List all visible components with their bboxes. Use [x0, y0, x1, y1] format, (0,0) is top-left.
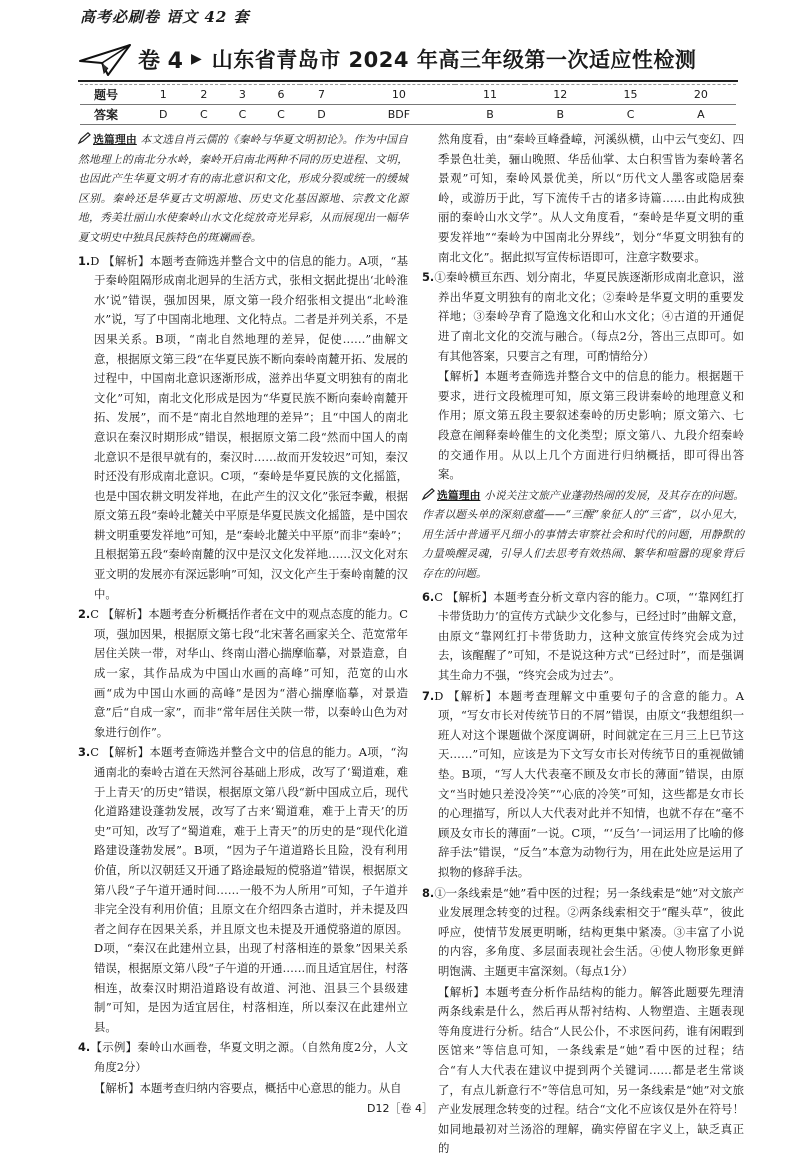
answer-cell: D — [300, 105, 343, 125]
answer-cell: C — [223, 105, 262, 125]
pen-icon — [422, 488, 435, 500]
answer-text: D 【解析】本题考查筛选并整合文中的信息的能力。A项，“基于秦岭阻隔形成南北迥异的生活方式，张相文据此提出‘北岭淮水’说”错误，强加因果，原文第一段介绍张相文提出“北岭淮水”说，写了中国南北地理、文化特点。二者是并列关系，不是因果关系。B项，“南北自然地理的差异，促使……”曲解文意，根据原文第三段“在华夏民族不断向秦岭南麓开拓、发展的过程中，中国南北意识逐渐形成，滋养出华夏文明独有的南北文化”可知，南北文化形成是因为“华夏民族不断向秦岭南麓开拓、发展”，而不是“南北自然地理的差异”；且“中国人的南北意识在秦汉时期形成”错误，根据原文第二段“然而中国人的南北意识不是很早就有的，秦汉时……故而开发较迟”可知，秦汉时还没有形成南北意识。C项，“秦岭是华夏民族的文化摇篮，也是中国农耕文明发祥地，在此产生的汉文化”张冠李戴，根据原文第五段“秦岭北麓关中平原是华夏民族文化摇篮，是中国农耕文明重要发祥地”可知，是“秦岭北麓关中平原”而非“秦岭”；且根据第五段“秦岭南麓的汉中是汉文化发祥地……汉文化对东亚文明的发展亦有深远影响”可知，汉文化产生于秦岭南麓的汉中。 — [90, 253, 408, 601]
answer-row — [80, 105, 736, 125]
answer-cell: C — [185, 105, 224, 125]
question-number: 11 — [455, 85, 525, 105]
selection-reason-label: 选篇理由 — [437, 488, 481, 502]
selection-reason-note — [78, 130, 408, 248]
answer-cell: B — [525, 105, 595, 125]
answer-cell: A — [666, 105, 736, 125]
answer-number: 4. — [78, 1040, 91, 1055]
answer-item — [78, 1038, 408, 1077]
answer-item — [422, 687, 744, 883]
answer-text: 【示例】秦岭山水画卷，华夏文明之源。（自然角度2分，人文角度2分） — [90, 1040, 408, 1074]
answer-number: 8. — [422, 885, 435, 900]
paper-number: 卷 4 — [138, 48, 183, 74]
answer-cell: C — [595, 105, 665, 125]
paper-plane-icon — [78, 41, 132, 77]
analysis-text: 【解析】本题考查归纳内容要点，概括中心意思的能力。从自 — [94, 1080, 402, 1095]
answer-table — [80, 84, 736, 125]
question-number: 10 — [343, 85, 455, 105]
answer-text: C 【解析】本题考查分析文章内容的能力。C项，“‘靠网红打卡带货助力’的宣传方式缺少文化参与，已经过时”曲解文意，由原文“靠网红打卡带货助力，这种文旅宣传终究会成为过去，该醒醒了”可知，不是说这种方式“已经过时”，而是强调其生命力不强，“终究会成为过去”。 — [434, 589, 744, 683]
answer-cell: D — [142, 105, 185, 125]
question-number: 20 — [666, 85, 736, 105]
paper-title-bar — [78, 40, 738, 78]
analysis-text: 【解析】本题考查分析作品结构的能力。解答此题要先理清两条线索是什么，然后再从帮衬结构、人物塑造、主题表现等角度进行分析。结合“人民公仆，不求医问药，谁有闲暇到医馆来”等信息可知，一条线索是“她”看中医的过程；结合“有人大代表在建议中提到两个关键词……都是老生常谈了，有点儿新意行不”等信息可知，另一条线索是“她”对文旅产业发展理念转变的过程。结合“文化不应该仅是外在符号！如同地最初对兰汤浴的理解，确实停留在字义上，缺乏真正的 — [438, 984, 744, 1156]
answer-number: 7. — [422, 688, 435, 703]
answer-text: D 【解析】本题考查理解文中重要句子的含意的能力。A项，“写女市长对传统节日的不屑”错误，由原文“我想组织一班人对这个课题做个深度调研，时间就定在三月三上巳节这天……”可知，应该是为下文写女市长对传统节日的重视做铺垫。B项，“写人大代表毫不顾及女市长的薄面”错误，由原文“当时她只差没冷笑”“心底的冷笑”可知，这些都是女市长的心理描写，所以人大代表对此并不知情，也就不存在“毫不顾及女市长的薄面”一说。C项，“‘反刍’一词运用了比喻的修辞手法”错误，“反刍”本意为动物行为，用在此处应是运用了拟物的修辞手法。 — [434, 688, 744, 879]
continued-text: 然角度看，由“秦岭亘峰叠嶂，河溪纵横，山中云气变幻、四季景色壮美，骊山晚照、华岳仙掌、太白积雪皆为秦岭著名景观”可知，秦岭风景优美，所以“历代文人墨客或隐居秦岭，或游历于此，写下流传千古的诸多诗篇……由此构成独丽的秦岭山水文学”。从人文角度看，“秦岭是华夏文明的重要发祥地”“秦岭为中国南北分界线”，划分“华夏文明独有的南北文化”。据此拟写宣传标语即可，注意字数要求。 — [438, 132, 744, 264]
left-column — [78, 130, 408, 1099]
answer-item — [78, 605, 408, 742]
pen-icon — [78, 132, 91, 144]
answer-number: 6. — [422, 589, 435, 604]
question-number: 15 — [595, 85, 665, 105]
paper-title: 山东省青岛市 2024 年高三年级第一次适应性检测 — [211, 48, 697, 72]
selection-reason-text: 小说关注文旅产业蓬勃热闹的发展，及其存在的问题。作者以题头单的深刻意蕴——“三醒”象征人的“三省”，以小见大，用生活中普通平凡细小的事情去审察社会和时代的问题，用静默的力量唤醒灵魂，引导人们去思考有效热闹、繁华和喧嚣的现象背后存在的问题。 — [422, 488, 745, 581]
answer-number: 1. — [78, 253, 91, 268]
answer-item — [78, 743, 408, 1037]
selection-reason-note — [422, 486, 744, 584]
question-number: 2 — [185, 85, 224, 105]
title-rule — [78, 80, 738, 82]
answer-item — [422, 884, 744, 982]
answer-cell: C — [262, 105, 301, 125]
question-number: 12 — [525, 85, 595, 105]
answer-number: 2. — [78, 607, 91, 622]
answer-number: 3. — [78, 745, 91, 760]
answer-item — [422, 268, 744, 366]
question-row-label: 题号 — [80, 85, 142, 105]
selection-reason-label: 选篇理由 — [93, 133, 137, 146]
answer-item — [422, 588, 744, 686]
title-arrow-icon: ▶ — [190, 51, 202, 67]
page-footer: D12［卷 4］ — [367, 1102, 433, 1115]
answer-number: 5. — [422, 270, 435, 285]
answer-text: C 【解析】本题考查筛选并整合文中的信息的能力。A项，“沟通南北的秦岭古道在天然河谷基础上形成，改写了‘蜀道难，难于上青天’的历史”错误，根据原文第八段“新中国成立后，现代化道路建设蓬勃发展，改写了古来‘蜀道难，难于上青天’的历史”可知，改写了“蜀道难，难于上青天”的历史的是“现代化道路建设蓬勃发展”。B项，“因为子午道道路长且险，没有利用价值，所以汉朝廷又开通了路途最短的傥骆道”错误，根据原文第八段“子午道开通时间……一般不为人所用”可知，子午道并非完全没有利用价值；且原文在介绍四条古道时，并未提及四者之间存在因果关系，并且原文也未提及开通傥骆道的原因。D项，“秦汉在此建州立县，出现了村落相连的景象”因果关系错误，根据原文第八段“子午道的开通……而且适宜居住，村落相连，故秦汉时期沿道路设有故道、河池、沮县三个县级建制”可知，是因为适宜居住，村落相连，所以秦汉在此建州立县。 — [90, 745, 408, 1034]
answer-text: C 【解析】本题考查分析概括作者在文中的观点态度的能力。C项，强加因果，根据原文第七段“北宋著名画家关仝、范宽常年居住关陕一带，对华山、终南山潜心揣摩临摹，对景造意，自成一家，其作品成为中国山水画的高峰”可知，范宽的山水画“成为中国山水画的高峰”是因为“潜心揣摩临摹，对景造意”后“自成一家”，而非“常年居住关陕一带，以秦岭山色为对象进行创作”。 — [90, 607, 408, 739]
question-number: 7 — [300, 85, 343, 105]
right-column — [422, 130, 744, 1160]
selection-reason-text: 本文选自肖云儒的《秦岭与华夏文明初论》。作为中国自然地理上的南北分水岭，秦岭开启南北两种不同的历史进程、文明，也因此产生华夏文明才有的南北意识和文化，形成分裂或统一的缓城区别。秦岭还是华夏古文明源地、历史文化基因源地、宗教文化源地，秀美壮丽山水使秦岭山水文化绽放奇光异彩，从而展现出一幅华夏文明史中独具民族特色的斑斓画卷。 — [78, 133, 408, 244]
question-number: 6 — [262, 85, 301, 105]
answer-cell: B — [455, 105, 525, 125]
answer-text: ①一条线索是“她”看中医的过程；另一条线索是“她”对文旅产业发展理念转变的过程。②两条线索相交于“醒头草”，彼此呼应，使情节发展更明晰，结构更集中紧凑。③丰富了小说的内容，多角度、多层面表现社会生活。④使人物形象更鲜明饱满、主题更丰富深刻。（每点1分） — [434, 885, 744, 978]
answer-text: ①秦岭横亘东西、划分南北，华夏民族逐渐形成南北意识，滋养出华夏文明独有的南北文化；②秦岭是华夏文明的重要发祥地；③秦岭孕育了隐逸文化和山水文化；④古道的开通促进了南北文化的交流与融合。（每点2分，答出三点即可。如有其他答案，只要言之有理，可酌情给分） — [434, 270, 744, 363]
analysis-text: 【解析】本题考查筛选并整合文中的信息的能力。根据题干要求，进行文段梳理可知，原文第三段讲秦岭的地理意义和作用；原文第五段主要叙述秦岭的历史影响；原文第六、七段意在阐释秦岭催生的文化类型；原文第八、九段介绍秦岭的交通作用。从以上几个方面进行归纳概括，即可得出答案。 — [438, 369, 744, 482]
answer-row-label: 答案 — [80, 105, 142, 125]
question-row — [80, 85, 736, 105]
question-number: 3 — [223, 85, 262, 105]
answer-cell: BDF — [343, 105, 455, 125]
answer-item — [78, 252, 408, 605]
series-label: 高考必刷卷 语文 42 套 — [80, 8, 250, 26]
question-number: 1 — [142, 85, 185, 105]
